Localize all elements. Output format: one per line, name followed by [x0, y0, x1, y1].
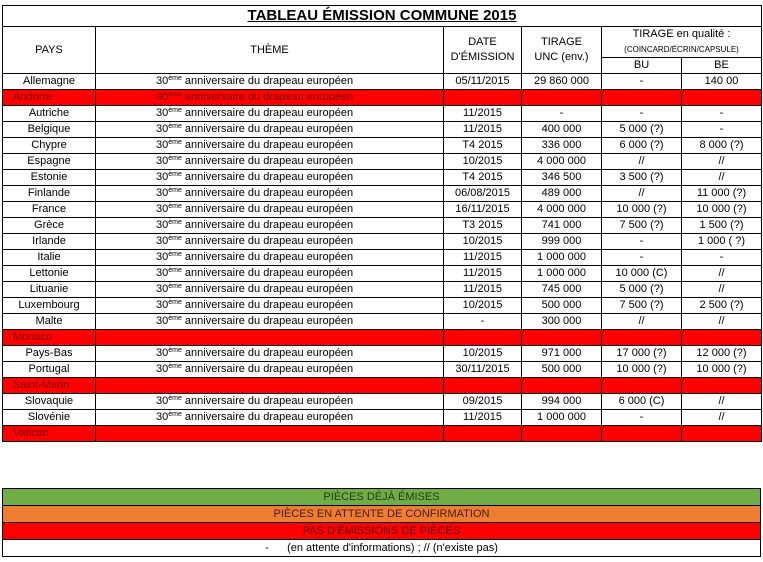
cell-bu [602, 426, 682, 442]
cell-pays: Italie [3, 250, 96, 266]
cell-pays: France [3, 202, 96, 218]
table-row [3, 170, 762, 186]
cell-tirage: 1 000 000 [522, 410, 602, 426]
cell-pays: Grèce [3, 218, 96, 234]
cell-tirage: 4 000 000 [522, 202, 602, 218]
cell-pays: Autriche [3, 106, 96, 122]
cell-bu: // [602, 154, 682, 170]
theme-text: anniversaire du drapeau européen [181, 139, 354, 151]
table-row [3, 394, 762, 410]
cell-theme [96, 122, 444, 138]
cell-date: 09/2015 [444, 394, 522, 410]
theme-text: anniversaire du drapeau européen [181, 411, 354, 423]
cell-tirage: 741 000 [522, 218, 602, 234]
legend-emitted: PIÈCES DÉJÀ ÉMISES [3, 489, 761, 506]
cell-pays: Malte [3, 314, 96, 330]
theme-number: 30 [156, 283, 169, 295]
cell-be: 8 000 (?) [682, 138, 762, 154]
table-row [3, 138, 762, 154]
cell-tirage: 4 000 000 [522, 154, 602, 170]
cell-be: 2 500 (?) [682, 298, 762, 314]
cell-date [444, 426, 522, 442]
cell-date: 11/2015 [444, 106, 522, 122]
theme-text: anniversaire du drapeau européen [181, 347, 354, 359]
cell-tirage [522, 90, 602, 106]
table-row [3, 266, 762, 282]
theme-text: anniversaire du drapeau européen [181, 363, 354, 375]
theme-number: 30 [156, 123, 169, 135]
cell-tirage [522, 426, 602, 442]
theme-text: anniversaire du drapeau européen [181, 203, 354, 215]
theme-superscript: ème [168, 363, 182, 370]
theme-text: anniversaire du drapeau européen [181, 251, 354, 263]
cell-theme [96, 346, 444, 362]
cell-be: // [682, 410, 762, 426]
cell-pays: Lettonie [3, 266, 96, 282]
theme-superscript: ème [168, 411, 182, 418]
cell-bu: 17 000 (?) [602, 346, 682, 362]
header-be: BE [682, 58, 762, 74]
theme-number: 30 [156, 187, 169, 199]
cell-theme [96, 298, 444, 314]
theme-text: anniversaire du drapeau européen [181, 75, 354, 87]
theme-number: 30 [156, 347, 169, 359]
cell-tirage: 300 000 [522, 314, 602, 330]
cell-bu: // [602, 186, 682, 202]
theme-number: 30 [156, 155, 169, 167]
theme-superscript: ème [168, 315, 182, 322]
cell-theme [96, 362, 444, 378]
theme-superscript: ème [168, 203, 182, 210]
table-row [3, 186, 762, 202]
theme-text: anniversaire du drapeau européen [181, 299, 354, 311]
cell-be: - [682, 122, 762, 138]
cell-date: 16/11/2015 [444, 202, 522, 218]
theme-text: anniversaire du drapeau européen [181, 123, 354, 135]
cell-theme [96, 378, 444, 394]
cell-pays: Slovénie [3, 410, 96, 426]
header-date [444, 27, 522, 74]
table-row [3, 74, 762, 90]
cell-be: // [682, 266, 762, 282]
theme-text: anniversaire du drapeau européen [181, 171, 354, 183]
theme-superscript: ème [168, 107, 182, 114]
header-theme: THÈME [96, 27, 444, 74]
header-date-line1: DATE [468, 36, 497, 48]
emission-table [2, 5, 762, 442]
theme-text: anniversaire du drapeau européen [181, 107, 354, 119]
cell-theme [96, 394, 444, 410]
theme-number: 30 [156, 171, 169, 183]
table-row [3, 154, 762, 170]
theme-number: 30 [156, 299, 169, 311]
cell-be: 10 000 (?) [682, 362, 762, 378]
cell-be: 11 000 (?) [682, 186, 762, 202]
cell-bu: // [602, 314, 682, 330]
cell-bu: 10 000 (?) [602, 362, 682, 378]
theme-text: anniversaire du drapeau européen [181, 315, 354, 327]
cell-bu [602, 330, 682, 346]
table-row [3, 90, 762, 106]
cell-date: 10/2015 [444, 154, 522, 170]
cell-tirage: - [522, 106, 602, 122]
cell-tirage: 500 000 [522, 298, 602, 314]
cell-theme [96, 106, 444, 122]
cell-theme [96, 250, 444, 266]
header-pays: PAYS [3, 27, 96, 74]
theme-number: 30 [156, 107, 169, 119]
cell-pays: Vatican [3, 426, 96, 442]
cell-be: 140 00 [682, 74, 762, 90]
cell-bu: - [602, 410, 682, 426]
theme-superscript: ème [168, 283, 182, 290]
header-quality-label: TIRAGE en qualité : [632, 28, 731, 40]
legend-note: - (en attente d'informations) ; // (n'existe pas) [3, 540, 761, 557]
cell-pays: Estonie [3, 170, 96, 186]
cell-be: // [682, 170, 762, 186]
cell-pays: Irlande [3, 234, 96, 250]
cell-date: 11/2015 [444, 250, 522, 266]
theme-superscript: ème [168, 123, 182, 130]
cell-be: 12 000 (?) [682, 346, 762, 362]
cell-date: T4 2015 [444, 170, 522, 186]
cell-date [444, 90, 522, 106]
theme-superscript: ème [168, 139, 182, 146]
table-row [3, 234, 762, 250]
cell-bu: 7 500 (?) [602, 218, 682, 234]
cell-date: 11/2015 [444, 410, 522, 426]
cell-pays: Espagne [3, 154, 96, 170]
cell-pays: Pays-Bas [3, 346, 96, 362]
theme-superscript: ème [168, 91, 182, 98]
table-title: TABLEAU ÉMISSION COMMUNE 2015 [3, 6, 762, 27]
cell-tirage: 489 000 [522, 186, 602, 202]
table-row [3, 426, 762, 442]
table-row [3, 298, 762, 314]
theme-superscript: ème [168, 251, 182, 258]
cell-date: T4 2015 [444, 138, 522, 154]
theme-text: anniversaire du drapeau européen [181, 91, 354, 103]
cell-pays: Lituanie [3, 282, 96, 298]
table-row [3, 378, 762, 394]
theme-superscript: ème [168, 395, 182, 402]
theme-number: 30 [156, 219, 169, 231]
cell-be: 1 500 (?) [682, 218, 762, 234]
cell-bu: - [602, 250, 682, 266]
cell-bu: 7 500 (?) [602, 298, 682, 314]
cell-be: 1 000 ( ?) [682, 234, 762, 250]
theme-superscript: ème [168, 267, 182, 274]
theme-number: 30 [156, 315, 169, 327]
table-row [3, 202, 762, 218]
header-quality [602, 27, 762, 58]
table-row [3, 106, 762, 122]
cell-theme [96, 186, 444, 202]
theme-text: anniversaire du drapeau européen [181, 155, 354, 167]
legend-pending: PIÈCES EN ATTENTE DE CONFIRMATION [3, 506, 761, 523]
header-tirage [522, 27, 602, 74]
cell-bu [602, 90, 682, 106]
cell-date: 10/2015 [444, 346, 522, 362]
table-row [3, 410, 762, 426]
cell-tirage: 999 000 [522, 234, 602, 250]
cell-be: - [682, 250, 762, 266]
table-row [3, 330, 762, 346]
theme-text: anniversaire du drapeau européen [181, 267, 354, 279]
header-tirage-line1: TIRAGE [541, 36, 582, 48]
table-row [3, 346, 762, 362]
cell-bu: 5 000 (?) [602, 282, 682, 298]
cell-date [444, 378, 522, 394]
theme-superscript: ème [168, 155, 182, 162]
cell-bu: 6 000 (C) [602, 394, 682, 410]
cell-tirage: 29 860 000 [522, 74, 602, 90]
theme-text: anniversaire du drapeau européen [181, 219, 354, 231]
cell-tirage: 346 500 [522, 170, 602, 186]
cell-date: 10/2015 [444, 234, 522, 250]
cell-pays: Luxembourg [3, 298, 96, 314]
cell-pays: Slovaquie [3, 394, 96, 410]
cell-pays: Finlande [3, 186, 96, 202]
cell-be: // [682, 394, 762, 410]
header-tirage-line2: UNC (env.) [534, 51, 589, 63]
cell-be [682, 90, 762, 106]
cell-theme [96, 90, 444, 106]
cell-theme [96, 138, 444, 154]
table-row [3, 362, 762, 378]
cell-bu: 6 000 (?) [602, 138, 682, 154]
cell-pays: Andorre [3, 90, 96, 106]
table-row [3, 218, 762, 234]
cell-date: 10/2015 [444, 298, 522, 314]
theme-number: 30 [156, 91, 169, 103]
cell-theme [96, 330, 444, 346]
cell-tirage [522, 330, 602, 346]
cell-theme [96, 266, 444, 282]
cell-tirage: 745 000 [522, 282, 602, 298]
theme-number: 30 [156, 395, 169, 407]
theme-superscript: ème [168, 235, 182, 242]
legend-none: PAS D'ÉMISSIONS DE PIÈCES [3, 523, 761, 540]
cell-be: // [682, 282, 762, 298]
cell-bu: 3 500 (?) [602, 170, 682, 186]
cell-theme [96, 170, 444, 186]
cell-theme [96, 410, 444, 426]
cell-theme [96, 234, 444, 250]
cell-tirage: 500 000 [522, 362, 602, 378]
cell-theme [96, 74, 444, 90]
cell-bu: 10 000 (?) [602, 202, 682, 218]
theme-text: anniversaire du drapeau européen [181, 395, 354, 407]
cell-pays: Belgique [3, 122, 96, 138]
cell-date: 30/11/2015 [444, 362, 522, 378]
theme-text: anniversaire du drapeau européen [181, 283, 354, 295]
cell-be: // [682, 154, 762, 170]
cell-bu: - [602, 74, 682, 90]
cell-be: // [682, 314, 762, 330]
cell-tirage: 971 000 [522, 346, 602, 362]
cell-date: 11/2015 [444, 266, 522, 282]
cell-theme [96, 314, 444, 330]
header-date-line2: D'ÉMISSION [450, 51, 515, 63]
cell-tirage: 336 000 [522, 138, 602, 154]
theme-number: 30 [156, 251, 169, 263]
theme-superscript: ème [168, 299, 182, 306]
cell-pays: Saint-Marin [3, 378, 96, 394]
cell-theme [96, 218, 444, 234]
cell-theme [96, 426, 444, 442]
theme-number: 30 [156, 75, 169, 87]
cell-date: 05/11/2015 [444, 74, 522, 90]
theme-text: anniversaire du drapeau européen [181, 187, 354, 199]
theme-number: 30 [156, 139, 169, 151]
theme-superscript: ème [168, 171, 182, 178]
cell-be: - [682, 106, 762, 122]
cell-theme [96, 282, 444, 298]
table-row [3, 122, 762, 138]
cell-date: T3 2015 [444, 218, 522, 234]
cell-be [682, 378, 762, 394]
theme-number: 30 [156, 235, 169, 247]
cell-theme [96, 202, 444, 218]
cell-bu: 5 000 (?) [602, 122, 682, 138]
table-row [3, 314, 762, 330]
theme-superscript: ème [168, 219, 182, 226]
cell-date [444, 330, 522, 346]
cell-theme [96, 154, 444, 170]
theme-number: 30 [156, 411, 169, 423]
cell-pays: Portugal [3, 362, 96, 378]
cell-be: 10 000 (?) [682, 202, 762, 218]
theme-superscript: ème [168, 187, 182, 194]
cell-be [682, 330, 762, 346]
cell-tirage: 1 000 000 [522, 266, 602, 282]
cell-pays: Allemagne [3, 74, 96, 90]
cell-bu: - [602, 234, 682, 250]
cell-date: 11/2015 [444, 282, 522, 298]
cell-bu: - [602, 106, 682, 122]
theme-superscript: ème [168, 347, 182, 354]
cell-date: - [444, 314, 522, 330]
emission-table-sheet [2, 5, 761, 442]
header-bu: BU [602, 58, 682, 74]
theme-superscript: ème [168, 75, 182, 82]
table-row [3, 282, 762, 298]
cell-be [682, 426, 762, 442]
theme-number: 30 [156, 203, 169, 215]
cell-bu [602, 378, 682, 394]
header-quality-sub: (COINCARD/ÉCRIN/CAPSULE) [624, 45, 739, 54]
theme-number: 30 [156, 363, 169, 375]
cell-bu: 10 000 (C) [602, 266, 682, 282]
cell-pays: Chypre [3, 138, 96, 154]
cell-tirage [522, 378, 602, 394]
cell-date: 11/2015 [444, 122, 522, 138]
theme-number: 30 [156, 267, 169, 279]
theme-text: anniversaire du drapeau européen [181, 235, 354, 247]
table-row [3, 250, 762, 266]
cell-pays: Monaco [3, 330, 96, 346]
cell-tirage: 1 000 000 [522, 250, 602, 266]
cell-date: 06/08/2015 [444, 186, 522, 202]
legend-table [2, 488, 761, 557]
cell-tirage: 994 000 [522, 394, 602, 410]
cell-tirage: 400 000 [522, 122, 602, 138]
